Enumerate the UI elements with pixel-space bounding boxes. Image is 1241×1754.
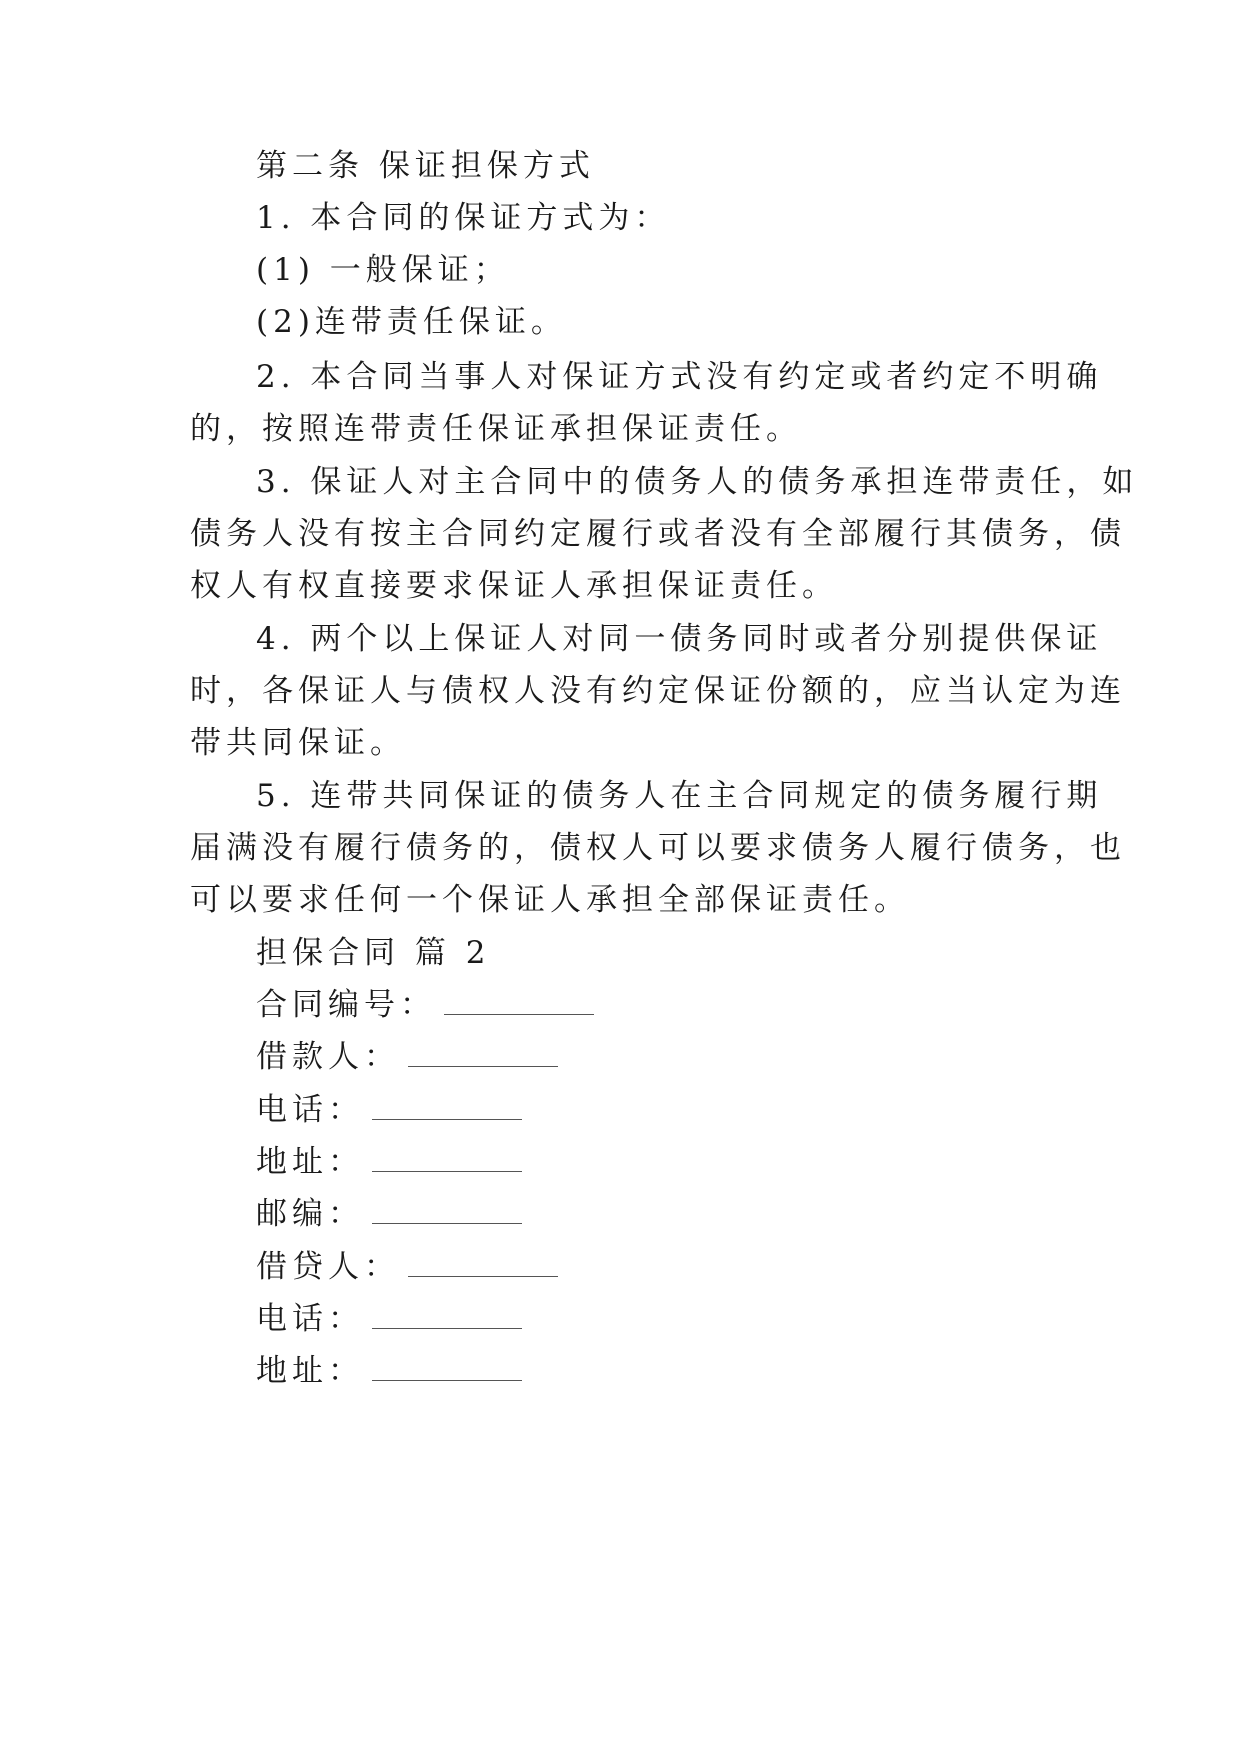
clause-3-line-3: 权人有权直接要求保证人承担保证责任。 <box>190 568 838 604</box>
clause-5-line-1: 5. 连带共同保证的债务人在主合同规定的债务履行期 <box>256 778 1103 814</box>
postcode-blank <box>372 1197 522 1224</box>
clause-1-option-2: (2)连带责任保证。 <box>256 304 567 340</box>
borrower-address-blank <box>372 1145 522 1172</box>
clause-1-intro: 1. 本合同的保证方式为： <box>256 200 671 236</box>
field-label: 借贷人： <box>256 1249 400 1285</box>
field-label: 地址： <box>256 1353 364 1389</box>
field-borrower <box>256 1037 1070 1077</box>
clause-4-line-1: 4. 两个以上保证人对同一债务同时或者分别提供保证 <box>256 621 1103 657</box>
contract-number-blank <box>444 988 594 1015</box>
field-label: 地址： <box>256 1144 364 1180</box>
clause-2-line-1: 2. 本合同当事人对保证方式没有约定或者约定不明确 <box>256 359 1103 395</box>
field-label: 邮编： <box>256 1196 364 1232</box>
field-label: 借款人： <box>256 1039 400 1075</box>
field-borrower-address <box>256 1142 1070 1182</box>
clause-5-line-2: 届满没有履行债务的，债权人可以要求债务人履行债务，也 <box>190 830 1126 866</box>
article-heading: 第二条 保证担保方式 <box>256 148 595 184</box>
field-lender-phone <box>256 1299 1070 1339</box>
borrower-blank <box>408 1040 558 1067</box>
lender-address-blank <box>372 1354 522 1381</box>
field-lender <box>256 1247 1070 1287</box>
field-label: 电话： <box>256 1301 364 1337</box>
field-contract-number <box>256 985 1070 1025</box>
clause-2-line-2: 的，按照连带责任保证承担保证责任。 <box>190 411 802 447</box>
section-2-title: 担保合同 篇 2 <box>256 935 491 971</box>
borrower-phone-blank <box>372 1093 522 1120</box>
clause-3-line-1: 3. 保证人对主合同中的债务人的债务承担连带责任，如 <box>256 464 1139 500</box>
clause-5-line-3: 可以要求任何一个保证人承担全部保证责任。 <box>190 882 910 918</box>
field-lender-address <box>256 1351 1070 1391</box>
lender-phone-blank <box>372 1302 522 1329</box>
field-label: 合同编号： <box>256 987 436 1023</box>
clause-1-option-1: (1) 一般保证； <box>256 252 510 288</box>
clause-4-line-3: 带共同保证。 <box>190 725 406 761</box>
field-label: 电话： <box>256 1092 364 1128</box>
field-borrower-phone <box>256 1090 1070 1130</box>
field-postcode <box>256 1194 1070 1234</box>
lender-blank <box>408 1250 558 1277</box>
clause-4-line-2: 时，各保证人与债权人没有约定保证份额的，应当认定为连 <box>190 673 1126 709</box>
clause-3-line-2: 债务人没有按主合同约定履行或者没有全部履行其债务，债 <box>190 516 1126 552</box>
